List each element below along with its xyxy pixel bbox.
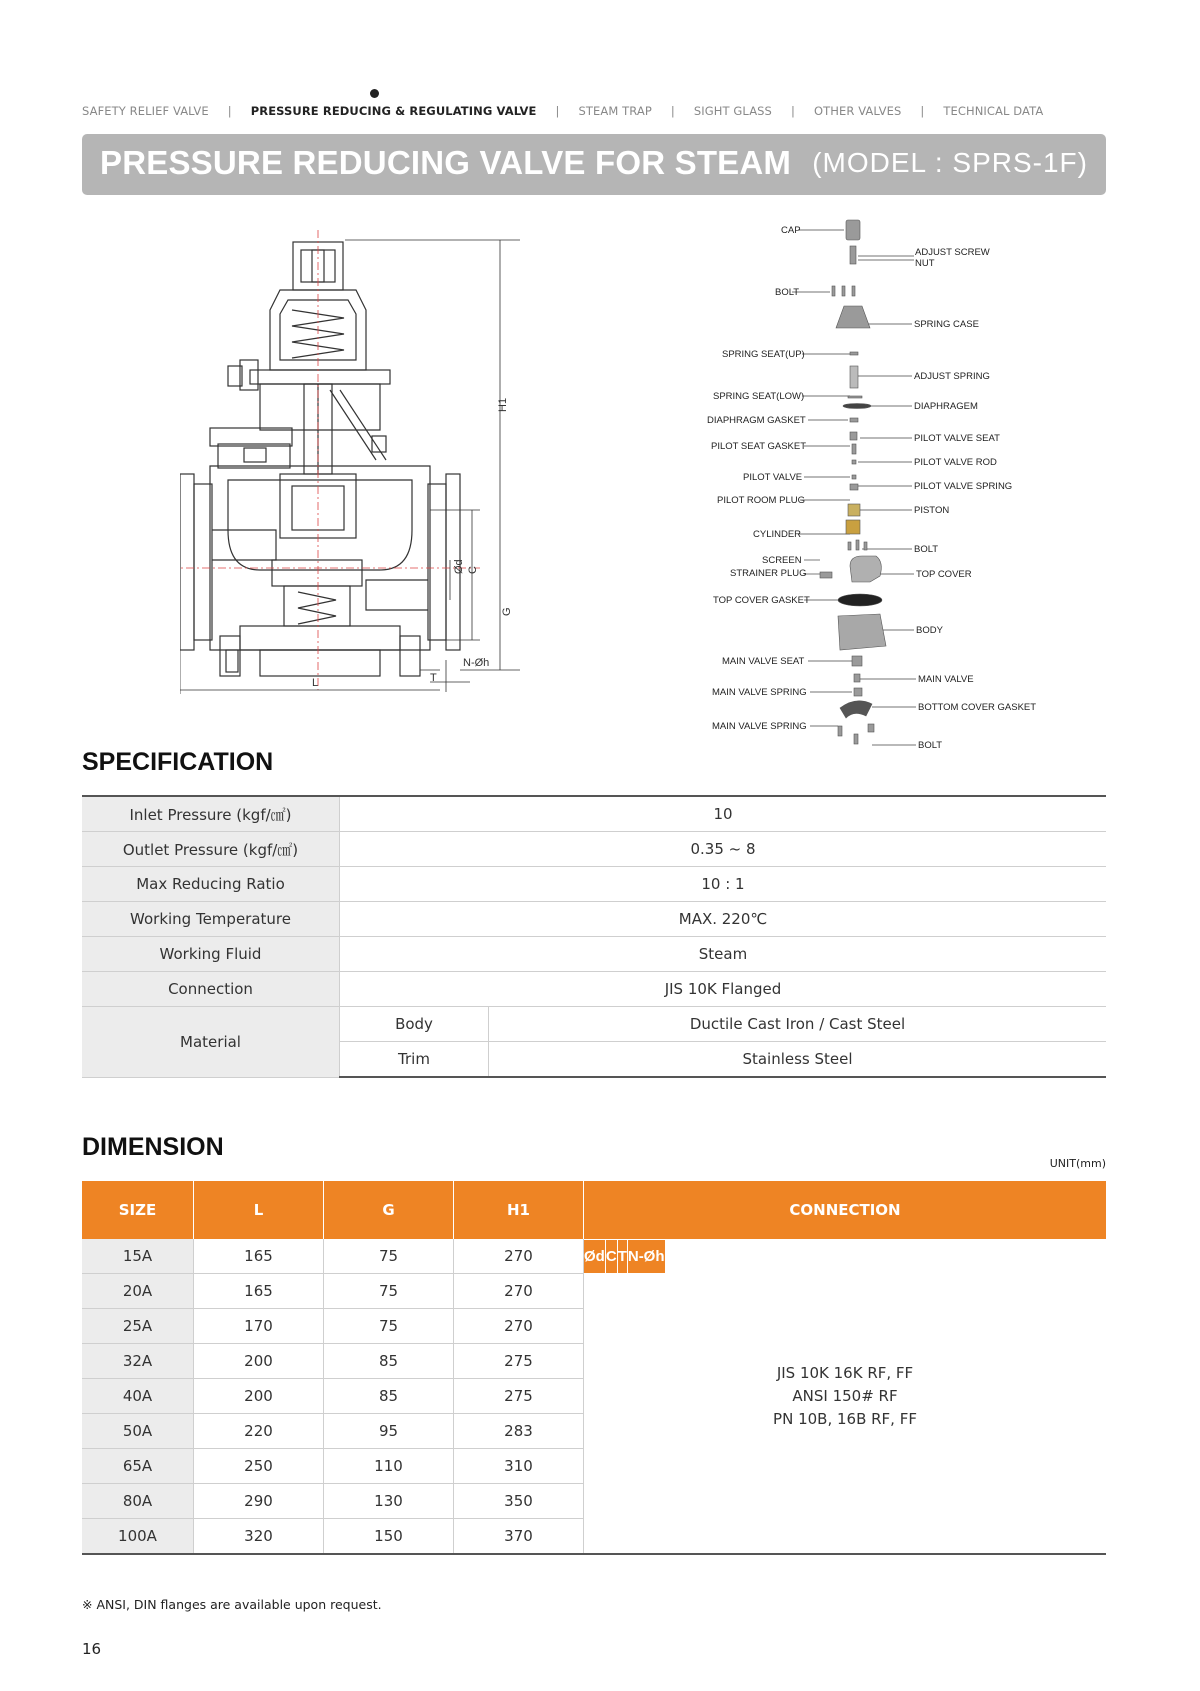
cell-size: 25A [82, 1309, 194, 1344]
spec-value: Ductile Cast Iron / Cast Steel [489, 1007, 1107, 1042]
col-header-size: SIZE [82, 1181, 194, 1239]
cell-l: 320 [194, 1519, 324, 1555]
cell-l: 170 [194, 1309, 324, 1344]
col-header-g: G [324, 1181, 454, 1239]
nav-item-technical-data[interactable]: TECHNICAL DATA [943, 104, 1044, 118]
cell-l: 290 [194, 1484, 324, 1519]
cell-g: 75 [324, 1239, 454, 1274]
part-label: PILOT VALVE SEAT [914, 433, 1000, 444]
dimension-heading: DIMENSION [82, 1133, 224, 1161]
part-label: PILOT VALVE SPRING [914, 481, 1013, 492]
part-label: MAIN VALVE SPRING [712, 721, 807, 732]
spec-label: Working Temperature [82, 902, 340, 937]
part-label: SPRING SEAT(UP) [722, 349, 805, 360]
spec-label: Connection [82, 972, 340, 1007]
cell-size: 15A [82, 1239, 194, 1274]
spec-label: Outlet Pressure (kgf/㎠) [82, 832, 340, 867]
cell-h1: 283 [454, 1414, 584, 1449]
table-row [82, 796, 1106, 832]
cell-size: 50A [82, 1414, 194, 1449]
part-label: PISTON [914, 505, 950, 516]
cell-h1: 270 [454, 1309, 584, 1344]
cell-g: 85 [324, 1344, 454, 1379]
nav-item-steam-trap[interactable]: STEAM TRAP [578, 104, 652, 118]
part-label: NUT [915, 258, 935, 269]
cell-h1: 275 [454, 1379, 584, 1414]
connection-cell [584, 1239, 1107, 1554]
table-row [82, 832, 1106, 867]
col-header-h1: H1 [454, 1181, 584, 1239]
dim-label-h1: H1 [497, 397, 509, 412]
cell-l: 200 [194, 1379, 324, 1414]
nav-separator: | [555, 104, 560, 118]
part-label: MAIN VALVE SEAT [722, 656, 805, 667]
cell-size: 20A [82, 1274, 194, 1309]
nav-item-safety-relief-valve[interactable]: SAFETY RELIEF VALVE [82, 104, 209, 118]
cell-g: 75 [324, 1309, 454, 1344]
spec-value: Steam [340, 937, 1107, 972]
exploded-parts-view [700, 216, 1037, 756]
part-label: PILOT ROOM PLUG [717, 495, 805, 506]
dim-label-l: L [312, 677, 319, 689]
spec-label: Max Reducing Ratio [82, 867, 340, 902]
nav-separator: | [670, 104, 675, 118]
part-label: BOLT [775, 287, 800, 298]
col-header-od: Ød [584, 1240, 605, 1274]
table-row [82, 902, 1106, 937]
nav-separator: | [790, 104, 795, 118]
part-label: ADJUST SPRING [914, 371, 990, 382]
table-row [82, 1007, 1106, 1042]
part-label: PILOT VALVE [743, 472, 803, 483]
part-label: STRAINER PLUG [730, 568, 807, 579]
col-header-c: C [605, 1240, 617, 1274]
connection-line: ANSI 150# RF [792, 1386, 898, 1405]
col-header-l: L [194, 1181, 324, 1239]
table-row [82, 972, 1106, 1007]
cell-g: 150 [324, 1519, 454, 1555]
cell-g: 110 [324, 1449, 454, 1484]
part-label: PILOT VALVE ROD [914, 457, 997, 468]
part-label: BOTTOM COVER GASKET [918, 702, 1037, 713]
part-label: BODY [916, 625, 943, 636]
specification-heading: SPECIFICATION [82, 748, 274, 776]
spec-value: 10 [340, 796, 1107, 832]
nav-separator: | [920, 104, 925, 118]
table-row [82, 867, 1106, 902]
cell-g: 95 [324, 1414, 454, 1449]
col-header-t: T [617, 1240, 627, 1274]
cell-l: 200 [194, 1344, 324, 1379]
part-label: DIAPHRAGEM [914, 401, 978, 412]
specification-table [82, 795, 1106, 1078]
spec-value: Stainless Steel [489, 1042, 1107, 1078]
part-label: PILOT SEAT GASKET [711, 441, 807, 452]
spec-sublabel: Body [340, 1007, 489, 1042]
cell-size: 32A [82, 1344, 194, 1379]
nav-item-sight-glass[interactable]: SIGHT GLASS [693, 104, 772, 118]
part-label: ADJUST SCREW [915, 247, 990, 258]
cell-l: 165 [194, 1274, 324, 1309]
dim-label-g: G [501, 607, 513, 616]
spec-label-material: Material [82, 1007, 340, 1078]
nav-separator: | [227, 104, 232, 118]
active-nav-indicator [370, 89, 379, 98]
connection-line: PN 10B, 16B RF, FF [773, 1409, 917, 1428]
cell-h1: 270 [454, 1274, 584, 1309]
cell-g: 130 [324, 1484, 454, 1519]
unit-label: UNIT(mm) [1049, 1157, 1106, 1170]
col-header-noh: N-Øh [627, 1240, 664, 1274]
spec-label: Working Fluid [82, 937, 340, 972]
part-label: TOP COVER GASKET [713, 595, 810, 606]
dim-label-t: T [430, 672, 437, 684]
spec-label: Inlet Pressure (kgf/㎠) [82, 796, 340, 832]
cell-size: 65A [82, 1449, 194, 1484]
page-number: 16 [82, 1640, 102, 1658]
part-label: MAIN VALVE [918, 674, 974, 685]
model-label: (MODEL : SPRS-1F) [812, 147, 1088, 178]
part-label: BOLT [914, 544, 939, 555]
col-header-connection: CONNECTION [584, 1181, 1107, 1239]
spec-value: 10 : 1 [340, 867, 1107, 902]
connection-line: JIS 10K 16K RF, FF [776, 1363, 914, 1382]
cell-l: 250 [194, 1449, 324, 1484]
spec-value: MAX. 220℃ [340, 902, 1107, 937]
title-bar [82, 134, 1106, 195]
part-label: SPRING SEAT(LOW) [713, 391, 805, 402]
dim-label-od: Ød [453, 559, 465, 574]
cell-h1: 370 [454, 1519, 584, 1555]
cell-g: 75 [324, 1274, 454, 1309]
part-label: TOP COVER [916, 569, 972, 580]
cell-h1: 270 [454, 1239, 584, 1274]
part-label: BOLT [918, 740, 943, 751]
cell-l: 220 [194, 1414, 324, 1449]
spec-value: JIS 10K Flanged [340, 972, 1107, 1007]
dim-label-noh: N-Øh [463, 657, 490, 669]
cell-g: 85 [324, 1379, 454, 1414]
cell-h1: 310 [454, 1449, 584, 1484]
cell-h1: 275 [454, 1344, 584, 1379]
part-label: SPRING CASE [914, 319, 979, 330]
table-row [82, 937, 1106, 972]
cell-h1: 350 [454, 1484, 584, 1519]
part-label: SCREEN [762, 555, 802, 566]
nav-item-pressure-reducing[interactable]: PRESSURE REDUCING & REGULATING VALVE [250, 104, 537, 118]
nav-item-other-valves[interactable]: OTHER VALVES [813, 104, 902, 118]
dimension-table [82, 1181, 1106, 1555]
spec-value: 0.35 ~ 8 [340, 832, 1107, 867]
page-title: PRESSURE REDUCING VALVE FOR STEAM [100, 144, 792, 181]
cell-size: 80A [82, 1484, 194, 1519]
top-nav [82, 104, 1043, 118]
dim-label-c: C [467, 566, 479, 574]
cell-l: 165 [194, 1239, 324, 1274]
footnote: ※ ANSI, DIN flanges are available upon request. [82, 1597, 382, 1612]
part-label: DIAPHRAGM GASKET [707, 415, 806, 426]
part-label: CYLINDER [753, 529, 802, 540]
cell-size: 40A [82, 1379, 194, 1414]
spec-sublabel: Trim [340, 1042, 489, 1078]
part-label: MAIN VALVE SPRING [712, 687, 807, 698]
valve-sectional-drawing [180, 230, 540, 700]
part-label: CAP [781, 225, 801, 236]
cell-size: 100A [82, 1519, 194, 1555]
